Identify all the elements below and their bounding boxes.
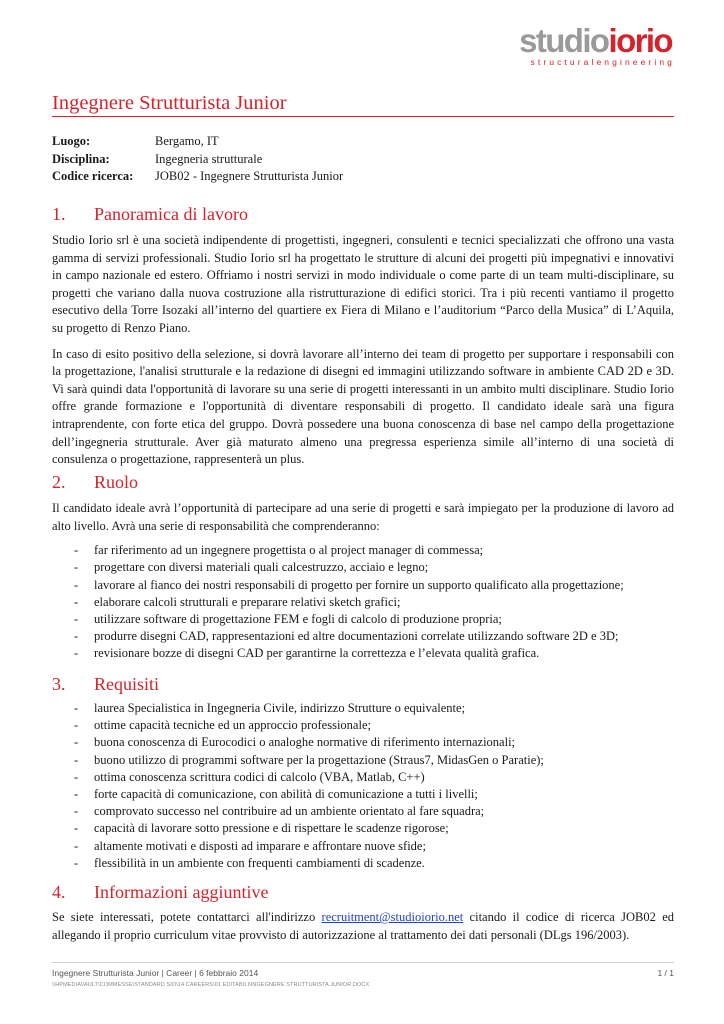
list-item-text: ottima conoscenza scrittura codici di calcolo (VBA, Matlab, C++) xyxy=(94,769,425,784)
dash-bullet: - xyxy=(74,612,79,626)
list-item xyxy=(52,717,674,734)
logo-part-studio: studio xyxy=(519,22,609,59)
contact-paragraph xyxy=(52,909,674,944)
section-heading xyxy=(52,471,674,493)
list-item-text: produrre disegni CAD, rappresentazioni ed altre documentazioni correlate utilizzando software 2D e 3D; xyxy=(94,629,619,644)
list-item xyxy=(52,803,674,820)
section-number: 2. xyxy=(52,472,66,492)
list-item-text: lavorare al fianco dei nostri responsabili di progetto per fornire un supporto qualificato alla progettazione; xyxy=(94,577,624,592)
section-heading xyxy=(52,881,674,903)
list-item-text: utilizzare software di progettazione FEM e fogli di calcolo di produzione propria; xyxy=(94,612,502,626)
document-title: Ingegnere Strutturista Junior xyxy=(52,92,287,114)
section-informazioni xyxy=(52,881,674,944)
list-item xyxy=(52,734,674,751)
recruitment-email-link[interactable]: recruitment@studioiorio.net xyxy=(321,910,464,924)
list-item-text: elaborare calcoli strutturali e preparare relativi sketch grafici; xyxy=(94,594,401,609)
list-item xyxy=(52,594,674,611)
list-item xyxy=(52,769,674,786)
logo-wordmark xyxy=(519,24,672,57)
section-title: Requisiti xyxy=(94,674,160,694)
list-item-text: capacità di lavorare sotto pressione e di rispettare le scadenze rigorose; xyxy=(94,821,449,836)
list-item-text: revisionare bozze di disegni CAD per garantirne la correttezza e l’elevata qualità grafica. xyxy=(94,646,540,661)
dash-bullet: - xyxy=(74,577,79,592)
dash-bullet: - xyxy=(74,646,79,661)
meta-value: Bergamo, IT xyxy=(155,134,219,148)
footer-page-number: 1 / 1 xyxy=(657,968,674,978)
section-ruolo xyxy=(52,471,674,663)
list-item-text: ottime capacità tecniche ed un approccio professionale; xyxy=(94,718,371,733)
company-logo xyxy=(519,22,675,67)
dash-bullet: - xyxy=(74,804,79,819)
dash-bullet: - xyxy=(74,543,79,558)
list-item-text: buono utilizzo di programmi software per la progettazione (Straus7, MidasGen o Paratie); xyxy=(94,752,544,767)
list-item xyxy=(52,645,674,662)
meta-label: Disciplina: xyxy=(52,151,110,166)
role-list xyxy=(52,542,674,662)
section-heading xyxy=(52,673,674,695)
meta-label: Codice ricerca: xyxy=(52,169,134,183)
list-item xyxy=(52,820,674,837)
list-item xyxy=(52,838,674,855)
dash-bullet: - xyxy=(74,701,79,715)
dash-bullet: - xyxy=(74,629,79,644)
paragraph: Il candidato ideale avrà l’opportunità di partecipare ad una serie di progetti e sarà impiegato per la produzione di lavoro ad alto livello. Avrà una serie di responsabilità che comprenderanno: xyxy=(52,501,674,533)
logo-part-iorio: iorio xyxy=(608,22,672,59)
list-item-text: laurea Specialistica in Ingegneria Civile, indirizzo Strutture o equivalente; xyxy=(94,701,466,715)
list-item-text: comprovato successo nel contribuire ad un ambiente orientato al fare squadra; xyxy=(94,804,485,819)
dash-bullet: - xyxy=(74,769,79,784)
logo-tagline: structuralengineering xyxy=(530,57,675,67)
paragraph: Studio Iorio srl è una società indipendente di progettisti, ingegneri, consulenti e tecnici specializzati che offrono una vasta gamma di servizi professionali. Studio Iorio srl ha progettato le strutture di alcuni dei progetti più impegnativi e innovativi in campo nazionale ed estero. Offriamo i nostri servizi in modo individuale o come parte di un team multi-disciplinare, su progetti che variano dalla nuova costruzione alla ristrutturazione di edifici storici. Tra i più recenti vantiamo il progetto esecutivo della Torre Isozaki all’interno del quartiere ex Fiera di Milano e l’auditorium “Parco della Musica” di L’Aquila, su progetto di Renzo Piano. xyxy=(52,233,674,335)
list-item xyxy=(52,577,674,594)
footer-file-path: \\HPMEDIAVAULT\COMMESSE\STANDARD SIO\14 CAREERS\01 EDITABILI\INGEGNERE STRUTTURISTA JUNIOR.DOCX xyxy=(52,982,370,988)
section-title: Ruolo xyxy=(94,472,139,492)
footer-rule xyxy=(52,962,674,963)
paragraph: In caso di esito positivo della selezione, si dovrà lavorare all’interno dei team di progetto per supportare i responsabili con la progettazione, l'analisi strutturale e la redazione di disegni ed immagini utilizzando software in ambiente CAD 2D e 3D. Vi sarà quindi data l'opportunità di lavorare su una serie di progetti interessanti in un ambito multi disciplinare. Studio Iorio offre grande formazione e l'opportunità di diventare responsabili di progetto. Il candidato ideale sarà una figura intraprendente, con forte etica del gruppo. Dovrà possedere una buona conoscenza di base nel campo della progettazione dell’ingegneria strutturale. Aver già maturato almeno una pregressa esperienza simile all’interno di una società di consulenza o progettazione, rappresenterà un plus. xyxy=(52,346,674,467)
section-requisiti xyxy=(52,673,674,872)
footer-main xyxy=(52,968,674,979)
meta-value: JOB02 - Ingegnere Strutturista Junior xyxy=(155,169,344,183)
page-footer xyxy=(52,968,674,988)
list-item-text: far riferimento ad un ingegnere progettista o al project manager di commessa; xyxy=(94,543,484,558)
dash-bullet: - xyxy=(74,735,79,750)
dash-bullet: - xyxy=(74,821,79,836)
section-heading xyxy=(52,203,674,225)
list-item-text: forte capacità di comunicazione, con abilità di comunicazione a tutti i livelli; xyxy=(94,787,478,802)
meta-label: Luogo: xyxy=(52,134,91,148)
dash-bullet: - xyxy=(74,752,79,767)
job-meta xyxy=(52,133,343,186)
dash-bullet: - xyxy=(74,787,79,802)
contact-text-before: Se siete interessati, potete contattarci all'indirizzo xyxy=(52,910,322,924)
list-item xyxy=(52,855,674,872)
section-title: Informazioni aggiuntive xyxy=(94,882,269,902)
section-number: 1. xyxy=(52,204,66,224)
meta-row-code xyxy=(52,168,343,186)
meta-row-discipline xyxy=(52,151,343,169)
section-panoramica xyxy=(52,203,674,469)
contact-text-after: citando il codice di ricerca JOB02 ed allegando il proprio curriculum vitae provvisto di autorizzazione al trattamento dei dati personali (DLgs 196/2003). xyxy=(52,910,675,942)
requirements-list xyxy=(52,700,674,872)
list-item xyxy=(52,786,674,803)
dash-bullet: - xyxy=(74,855,79,870)
list-item-text: flessibilità in un ambiente con frequenti cambiamenti di scadenze. xyxy=(94,855,425,870)
title-underline xyxy=(52,116,674,117)
section-title: Panoramica di lavoro xyxy=(94,204,248,224)
dash-bullet: - xyxy=(74,718,79,733)
section-number: 3. xyxy=(52,674,66,694)
footer-document-info: Ingegnere Strutturista Junior | Career | 6 febbraio 2014 xyxy=(52,968,259,978)
list-item xyxy=(52,752,674,769)
list-item-text: progettare con diversi materiali quali calcestruzzo, acciaio e legno; xyxy=(94,560,429,575)
dash-bullet: - xyxy=(74,560,79,575)
list-item xyxy=(52,611,674,628)
dash-bullet: - xyxy=(74,838,79,853)
list-item xyxy=(52,542,674,559)
list-item-text: altamente motivati e disposti ad imparare e affrontare nuove sfide; xyxy=(94,838,426,853)
section-number: 4. xyxy=(52,882,66,902)
list-item xyxy=(52,628,674,645)
meta-row-location xyxy=(52,133,343,151)
dash-bullet: - xyxy=(74,594,79,609)
meta-value: Ingegneria strutturale xyxy=(155,151,263,166)
list-item xyxy=(52,559,674,576)
list-item-text: buona conoscenza di Eurocodici o analoghe normative di riferimento internazionali; xyxy=(94,735,516,750)
list-item xyxy=(52,700,674,717)
